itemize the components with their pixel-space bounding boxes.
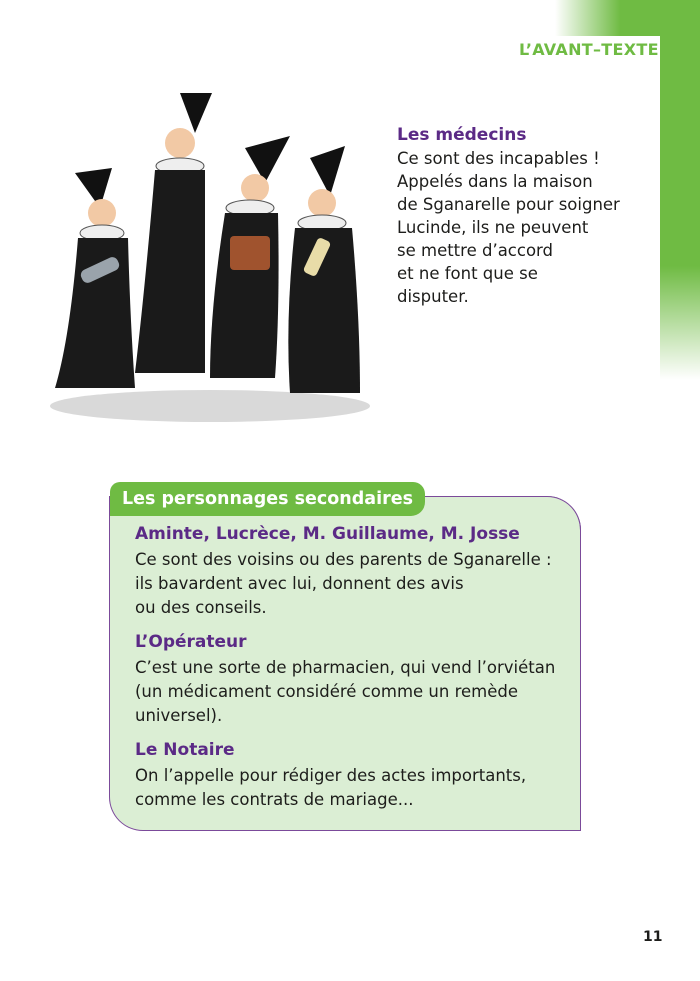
- character-entry: [135, 738, 565, 812]
- doctor-1: [55, 168, 135, 388]
- medecins-line: Lucinde, ils ne peuvent: [397, 218, 589, 237]
- character-line: (un médicament considéré comme un remède: [135, 682, 518, 701]
- secondary-characters-tab: Les personnages secondaires: [110, 482, 425, 516]
- character-line: ils bavardent avec lui, donnent des avis: [135, 574, 464, 593]
- doctors-illustration: [40, 88, 380, 433]
- doctor-4: [288, 146, 360, 393]
- character-line: C’est une sorte de pharmacien, qui vend l’orviétan: [135, 658, 556, 677]
- character-line: On l’appelle pour rédiger des actes importants,: [135, 766, 527, 785]
- secondary-characters-list: [135, 522, 565, 822]
- side-band: [660, 0, 700, 380]
- character-line: comme les contrats de mariage...: [135, 790, 414, 809]
- medecins-line: Appelés dans la maison: [397, 172, 593, 191]
- character-entry: [135, 630, 565, 728]
- character-line: ou des conseils.: [135, 598, 267, 617]
- character-line: Ce sont des voisins ou des parents de Sganarelle :: [135, 550, 552, 569]
- medecins-title: Les médecins: [397, 125, 527, 145]
- character-name: Le Notaire: [135, 740, 235, 760]
- doctor-2: [135, 93, 212, 373]
- medecins-line: et ne font que se: [397, 264, 538, 283]
- section-tag: L’AVANT–TEXTE: [519, 40, 659, 59]
- page-number: 11: [643, 929, 663, 945]
- medecins-line: de Sganarelle pour soigner: [397, 195, 620, 214]
- character-name: Aminte, Lucrèce, M. Guillaume, M. Josse: [135, 524, 520, 544]
- medecins-line: se mettre d’accord: [397, 241, 554, 260]
- character-entry: [135, 522, 565, 620]
- character-name: L’Opérateur: [135, 632, 247, 652]
- medecins-line: Ce sont des incapables !: [397, 149, 600, 168]
- doctor-3: [210, 136, 290, 378]
- character-line: universel).: [135, 706, 223, 725]
- medecins-description: [397, 124, 637, 308]
- medecins-line: disputer.: [397, 287, 469, 306]
